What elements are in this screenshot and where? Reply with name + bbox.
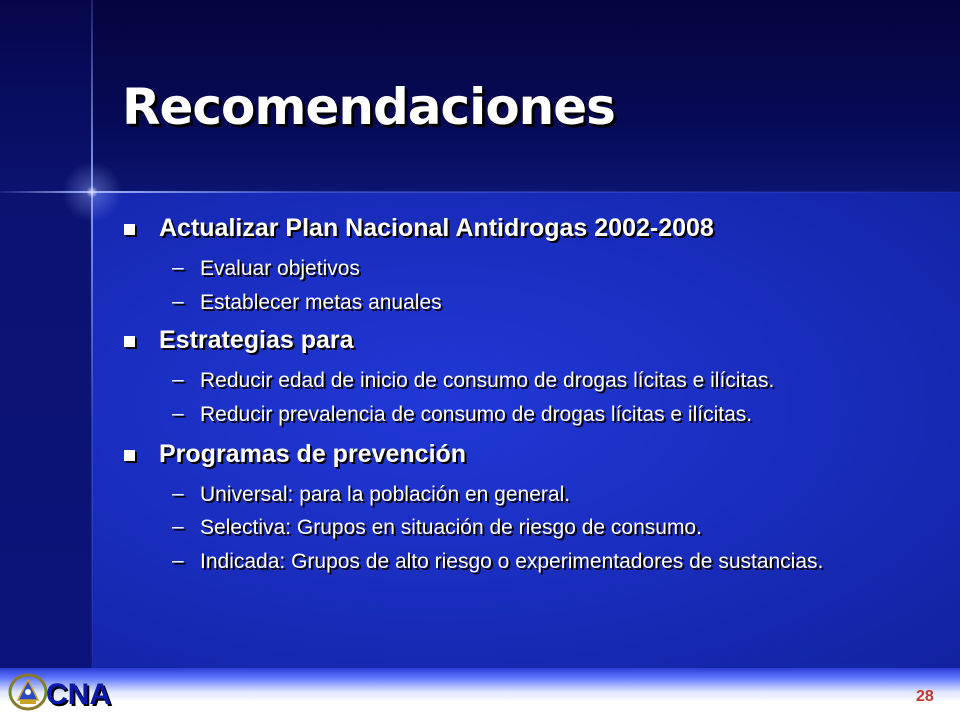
coat-of-arms-icon: [6, 672, 50, 712]
footer-bar: [0, 668, 960, 720]
dash-bullet: –: [172, 256, 184, 279]
bullet-label: Estrategias para: [159, 326, 354, 354]
dash-bullet: –: [172, 515, 184, 538]
sub-bullet-label: Universal: para la población en general.: [200, 483, 571, 506]
page-number: 28: [916, 688, 934, 705]
dash-bullet: –: [172, 368, 184, 391]
square-bullet-icon: [124, 336, 135, 347]
sub-bullet-label: Selectiva: Grupos en situación de riesgo de consumo.: [200, 516, 702, 539]
dash-bullet: –: [172, 402, 184, 425]
sub-bullet-label: Reducir edad de inicio de consumo de drogas lícitas e ilícitas.: [200, 369, 775, 392]
bullet-label: Actualizar Plan Nacional Antidrogas 2002-2008: [159, 214, 714, 242]
sub-bullet-label: Establecer metas anuales: [200, 291, 442, 314]
square-bullet-icon: [124, 450, 135, 461]
brand-label: CNA: [46, 678, 111, 711]
dash-bullet: –: [172, 290, 184, 313]
slide-title: Recomendaciones: [122, 78, 615, 136]
sub-bullet-label: Reducir prevalencia de consumo de drogas lícitas e ilícitas.: [200, 403, 753, 426]
square-bullet-icon: [124, 224, 135, 235]
dash-bullet: –: [172, 482, 184, 505]
dash-bullet: –: [172, 549, 184, 572]
sub-bullet-label: Evaluar objetivos: [200, 257, 360, 280]
sub-bullet-label: Indicada: Grupos de alto riesgo o experimentadores de sustancias.: [200, 550, 824, 573]
bullet-label: Programas de prevención: [159, 440, 467, 468]
